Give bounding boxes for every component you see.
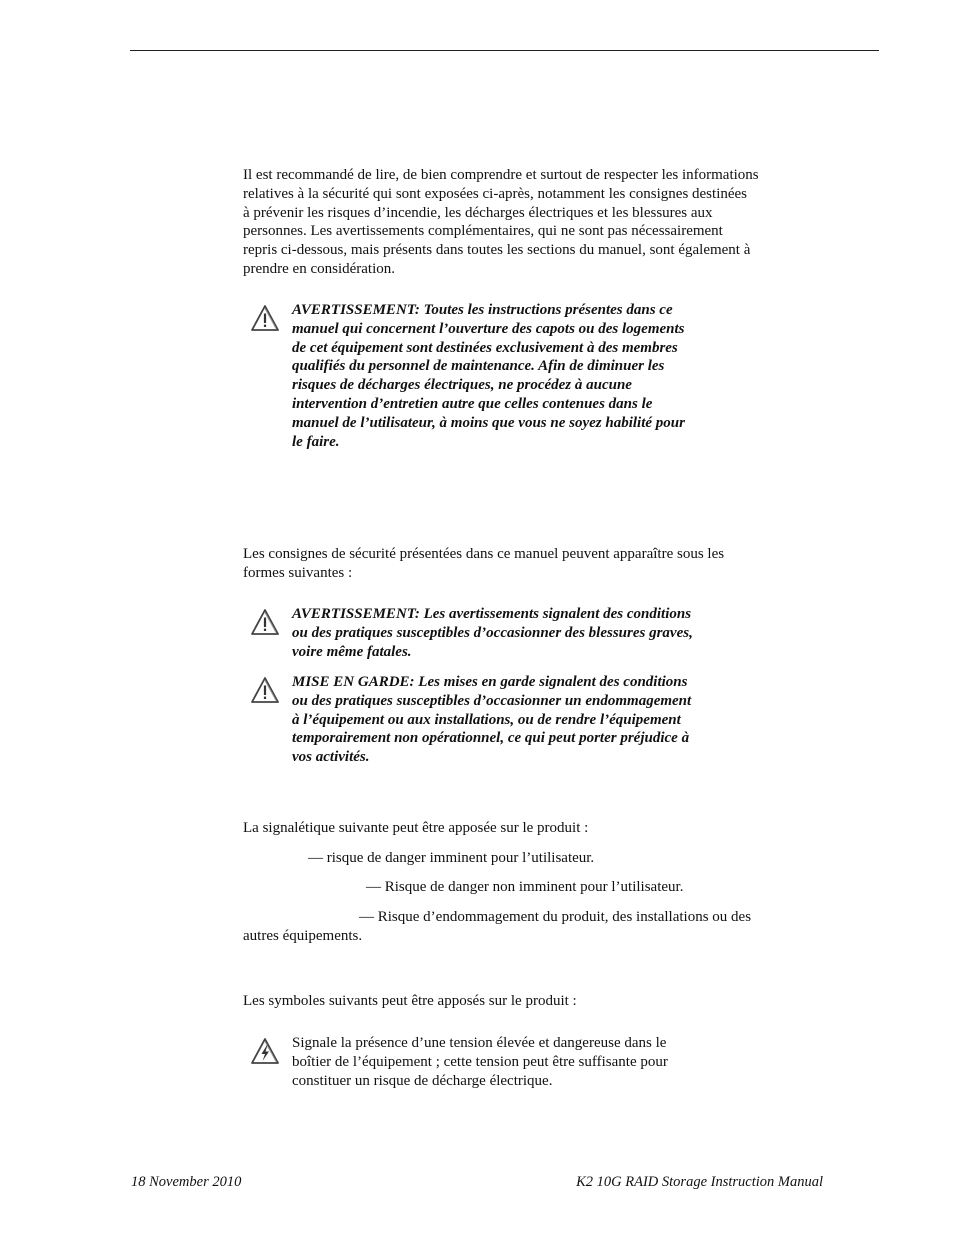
warning-triangle-icon — [250, 676, 280, 704]
high-voltage-line: boîtier de l’équipement ; cette tension peut être suffisante pour — [292, 1053, 668, 1070]
warning-line: vos activités. — [292, 749, 370, 766]
warning-line: AVERTISSEMENT: Toutes les instructions présentes dans ce — [292, 302, 673, 318]
signage-item-text: — risque de danger imminent pour l’utilisateur. — [308, 850, 595, 866]
high-voltage-warning-icon — [250, 1037, 280, 1065]
warning-triangle-icon — [250, 608, 280, 636]
signage-item-caution — [243, 908, 828, 946]
warning-line: le faire. — [292, 433, 340, 450]
warning-line: intervention d’entretien autre que celles contenues dans le — [292, 395, 653, 412]
warning-line: qualifiés du personnel de maintenance. Afin de diminuer les — [292, 358, 665, 375]
warning-main-text — [292, 301, 762, 451]
intro-line: prendre en considération. — [243, 260, 396, 277]
warning-line: manuel qui concernent l’ouverture des capots ou des logements — [292, 320, 685, 337]
intro-line: relatives à la sécurité qui sont exposées ci-après, notamment les consignes destinées — [243, 185, 748, 202]
warning-line: voire même fatales. — [292, 643, 412, 660]
warning-avertissement-text — [292, 605, 762, 661]
warning-triangle-icon — [250, 304, 280, 332]
warning-line: AVERTISSEMENT: Les avertissements signalent des conditions — [292, 606, 692, 622]
warning-line: ou des pratiques susceptibles d’occasionner des blessures graves, — [292, 624, 693, 641]
intro-line: personnes. Les avertissements complémentaires, qui ne sont pas nécessairement — [243, 223, 723, 240]
header-rule — [130, 50, 879, 51]
signage-intro — [243, 819, 828, 838]
symbols-intro — [243, 992, 828, 1011]
high-voltage-line: constituer un risque de décharge électrique. — [292, 1072, 553, 1089]
warning-mise-en-garde-text — [292, 673, 762, 767]
intro-line: Il est recommandé de lire, de bien comprendre et surtout de respecter les informations — [243, 167, 759, 183]
warning-line: risques de décharges électriques, ne procédez à aucune — [292, 377, 632, 394]
signage-item-text: — Risque de danger non imminent pour l’utilisateur. — [366, 879, 684, 895]
signage-item-text: — Risque d’endommagement du produit, des installations ou des — [359, 909, 752, 925]
intro-paragraph — [243, 166, 828, 279]
footer-date: 18 November 2010 — [131, 1174, 242, 1190]
footer-manual-title: K2 10G RAID Storage Instruction Manual — [576, 1174, 823, 1190]
signage-item-text: autres équipements. — [243, 927, 363, 944]
high-voltage-text — [292, 1034, 762, 1090]
warning-line: temporairement non opérationnel, ce qui peut porter préjudice à — [292, 730, 690, 747]
symbols-intro-text: Les symboles suivants peut être apposés sur le produit : — [243, 993, 577, 1009]
forms-intro-line: Les consignes de sécurité présentées dans ce manuel peuvent apparaître sous les — [243, 546, 725, 562]
high-voltage-line: Signale la présence d’une tension élevée et dangereuse dans le — [292, 1035, 667, 1051]
signage-item-danger — [308, 849, 828, 868]
warning-line: à l’équipement ou aux installations, ou de rendre l’équipement — [292, 711, 681, 728]
signage-intro-text: La signalétique suivante peut être apposée sur le produit : — [243, 820, 589, 836]
intro-line: repris ci-dessous, mais présents dans toutes les sections du manuel, sont également à — [243, 242, 751, 259]
forms-intro-paragraph — [243, 545, 828, 583]
forms-intro-line: formes suivantes : — [243, 564, 353, 581]
warning-line: de cet équipement sont destinées exclusivement à des membres — [292, 339, 678, 356]
signage-item-warning — [366, 878, 828, 897]
warning-line: ou des pratiques susceptibles d’occasionner un endommagement — [292, 692, 692, 709]
warning-line: MISE EN GARDE: Les mises en garde signalent des conditions — [292, 674, 688, 690]
intro-line: à prévenir les risques d’incendie, les décharges électriques et les blessures aux — [243, 204, 713, 221]
warning-line: manuel de l’utilisateur, à moins que vous ne soyez habilité pour — [292, 414, 685, 431]
